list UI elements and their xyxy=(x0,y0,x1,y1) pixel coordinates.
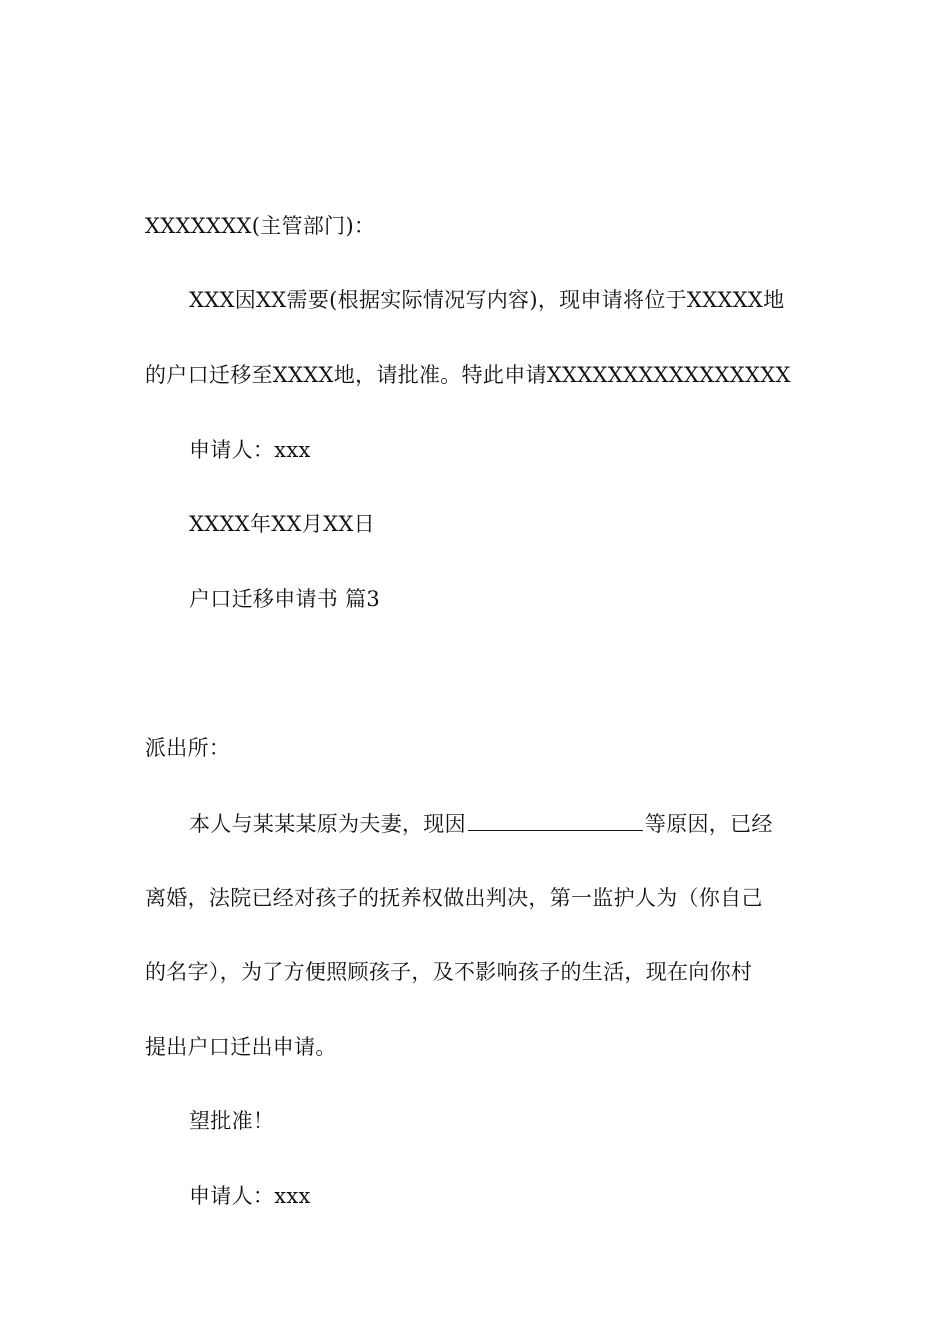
applicant-line-1: 申请人：xxx xyxy=(189,438,311,462)
salutation-department: XXXXXXX(主管部门)： xyxy=(145,214,376,238)
reason-blank-underline xyxy=(468,808,643,831)
section-title: 户口迁移申请书 篇3 xyxy=(189,587,381,611)
body-paragraph-1-line-1: XXX因XX需要(根据实际情况写内容)，现申请将位于XXXXX地 xyxy=(189,288,785,312)
closing-request: 望批准！ xyxy=(189,1109,275,1133)
body-paragraph-2-line-2: 离婚，法院已经对孩子的抚养权做出判决，第一监护人为（你自己 xyxy=(145,886,763,910)
applicant-line-2: 申请人：xxx xyxy=(189,1184,311,1208)
paragraph-2-text-before-blank: 本人与某某某原为夫妻，现因 xyxy=(189,812,466,836)
date-line: XXXX年XX月XX日 xyxy=(189,512,375,536)
body-paragraph-1-line-2: 的户口迁移至XXXX地，请批准。特此申请XXXXXXXXXXXXXXXX xyxy=(145,363,791,387)
salutation-police-station: 派出所： xyxy=(145,736,231,760)
paragraph-2-text-after-blank: 等原因，已经 xyxy=(644,812,773,836)
body-paragraph-2-line-3: 的名字），为了方便照顾孩子，及不影响孩子的生活，现在向你村 xyxy=(145,960,753,984)
body-paragraph-2-line-4: 提出户口迁出申请。 xyxy=(145,1035,337,1059)
body-paragraph-2-line-1 xyxy=(189,808,810,839)
